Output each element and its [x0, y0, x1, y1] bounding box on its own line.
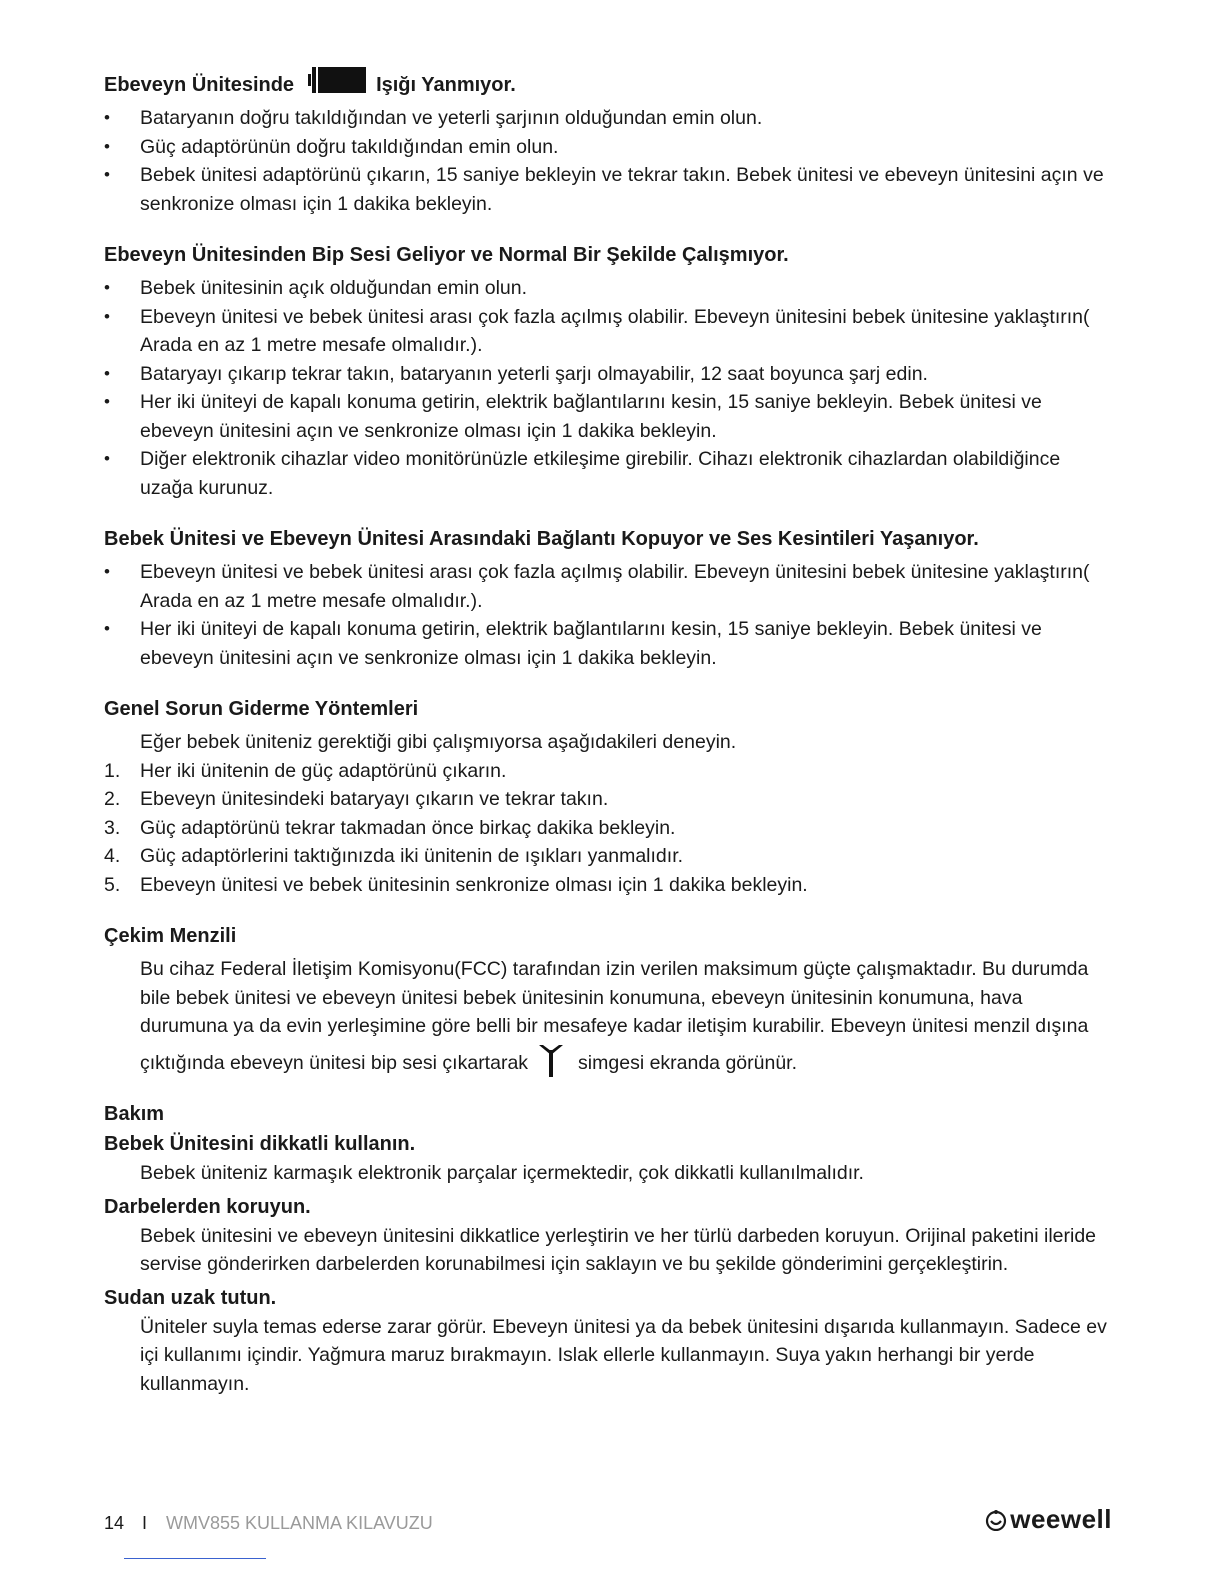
step-text: Her iki ünitenin de güç adaptörünü çıkarın.	[140, 759, 507, 782]
section-title-battery-light	[104, 66, 1114, 100]
title-part-2: Işığı Yanmıyor.	[376, 74, 516, 96]
section-title-connection: Bebek Ünitesi ve Ebeveyn Ünitesi Arasındaki Bağlantı Kopuyor ve Ses Kesintileri Yaşanıyor.	[104, 528, 979, 550]
troubleshooting-intro: Eğer bebek üniteniz gerektiği gibi çalışmıyorsa aşağıdakileri deneyin.	[140, 731, 737, 753]
list-item: • Her iki üniteyi de kapalı konuma getirin, elektrik bağlantılarını kesin, 15 saniye bekleyin. Bebek ünitesi ve ebeveyn ünitesini açın ve senkronize olması için 1 dakika bekleyin.	[104, 388, 1114, 445]
list-item	[104, 871, 1114, 900]
range-text-2: simgesi ekranda görünür.	[578, 1051, 798, 1074]
step-text: Ebeveyn ünitesi ve bebek ünitesinin senkronize olması için 1 dakika bekleyin.	[140, 873, 808, 896]
subsection-title-handle: Bebek Ünitesini dikkatli kullanın.	[104, 1133, 416, 1155]
step-number: 4.	[104, 845, 121, 867]
numbered-list-s4	[104, 757, 1114, 900]
list-item: • Her iki üniteyi de kapalı konuma getirin, elektrik bağlantılarını kesin, 15 saniye bekleyin. Bebek ünitesi ve ebeveyn ünitesini açın ve senkronize olması için 1 dakika bekleyin.	[104, 615, 1114, 672]
footer-separator: I	[142, 1513, 148, 1533]
logo-text: weewell	[1010, 1504, 1112, 1534]
section-title-troubleshooting: Genel Sorun Giderme Yöntemleri	[104, 698, 419, 720]
list-item: • Güç adaptörünün doğru takıldığından emin olun.	[104, 133, 1114, 162]
page-number: 14	[104, 1513, 125, 1533]
subsection-text-handle: Bebek üniteniz karmaşık elektronik parçalar içermektedir, çok dikkatli kullanılmalıdır.	[140, 1162, 864, 1184]
antenna-icon	[536, 1041, 566, 1077]
section-title-care: Bakım	[104, 1103, 165, 1125]
list-item	[104, 814, 1114, 843]
battery-icon	[308, 66, 366, 94]
list-item: • Diğer elektronik cihazlar video monitörünüzle etkileşime girebilir. Cihazı elektronik cihazlardan olabildiğince uzağa kurunuz.	[104, 445, 1114, 502]
step-number: 3.	[104, 816, 121, 839]
range-paragraph	[104, 955, 1114, 1077]
list-item: • Ebeveyn ünitesi ve bebek ünitesi arası çok fazla açılmış olabilir. Ebeveyn ünitesini bebek ünitesine yaklaştırın( Arada en az 1 metre mesafe olmalıdır.).	[104, 558, 1114, 615]
list-item: • Bataryanın doğru takıldığından ve yeterli şarjının olduğundan emin olun.	[104, 104, 1114, 133]
manual-title: WMV855 KULLANMA KILAVUZU	[166, 1513, 433, 1533]
step-text: Güç adaptörünü tekrar takmadan önce birkaç dakika bekleyin.	[140, 816, 676, 839]
list-item	[104, 842, 1114, 871]
step-number: 1.	[104, 759, 121, 782]
list-item: • Bebek ünitesinin açık olduğundan emin olun.	[104, 274, 1114, 303]
list-item: • Bataryayı çıkarıp tekrar takın, bataryanın yeterli şarjı olmayabilir, 12 saat boyunca şarj edin.	[104, 360, 1114, 389]
bullet-list-s1	[104, 104, 1114, 218]
range-text-1: Bu cihaz Federal İletişim Komisyonu(FCC) tarafından izin verilen maksimum güçte çalışmaktadır. Bu durumda bile bebek ünitesi ve ebeveyn ünitesi bebek ünitesinin konumuna, ebeveyn ünitesinin konumuna, hava durumuna ya da evin yerleşimine göre belli bir mesafeye kadar iletişim kurabilir. Ebeveyn ünitesi menzil dışına çıktığında ebeveyn ünitesi bip sesi çıkartarak	[140, 958, 1089, 1074]
list-item	[104, 785, 1114, 814]
step-text: Güç adaptörlerini taktığınızda iki ünitenin de ışıkları yanmalıdır.	[140, 845, 684, 867]
step-number: 5.	[104, 873, 121, 896]
subsection-title-impact: Darbelerden koruyun.	[104, 1195, 311, 1218]
section-title-beep: Ebeveyn Ünitesinden Bip Sesi Geliyor ve Normal Bir Şekilde Çalışmıyor.	[104, 244, 789, 266]
list-item: • Bebek ünitesi adaptörünü çıkarın, 15 saniye bekleyin ve tekrar takın. Bebek ünitesi ve ebeveyn ünitesini açın ve senkronize olması için 1 dakika bekleyin.	[104, 161, 1114, 218]
bullet-list-s2	[104, 274, 1114, 502]
list-item	[104, 757, 1114, 786]
section-title-range: Çekim Menzili	[104, 925, 237, 947]
title-part-1: Ebeveyn Ünitesinde	[104, 74, 295, 96]
subsection-title-water: Sudan uzak tutun.	[104, 1286, 277, 1309]
step-text: Ebeveyn ünitesindeki bataryayı çıkarın ve tekrar takın.	[140, 788, 609, 810]
bullet-list-s3	[104, 558, 1114, 672]
page-content	[104, 66, 1114, 1398]
step-number: 2.	[104, 788, 121, 810]
weewell-logo-icon	[985, 1509, 1007, 1531]
subsection-text-impact: Bebek ünitesini ve ebeveyn ünitesini dikkatlice yerleştirin ve her türlü darbeden koruyun. Orijinal paketini ileride servise gönderirken darbelerden korunabilmesi için saklayın ve bu şekilde gönderimini gerçekleştirin.	[140, 1224, 1097, 1275]
list-item: • Ebeveyn ünitesi ve bebek ünitesi arası çok fazla açılmış olabilir. Ebeveyn ünitesini bebek ünitesine yaklaştırın( Arada en az 1 metre mesafe olmalıdır.).	[104, 303, 1114, 360]
footer-blue-rule	[124, 1558, 266, 1559]
page-footer	[104, 1504, 1114, 1536]
subsection-text-water: Üniteler suyla temas ederse zarar görür. Ebeveyn ünitesi ya da bebek ünitesini dışarıda kullanmayın. Sadece ev içi kullanımı içindir. Yağmura maruz bırakmayın. Islak ellerle kullanmayın. Suya yakın herhangi bir yerde kullanmayın.	[140, 1315, 1107, 1395]
brand-logo	[985, 1504, 1112, 1535]
